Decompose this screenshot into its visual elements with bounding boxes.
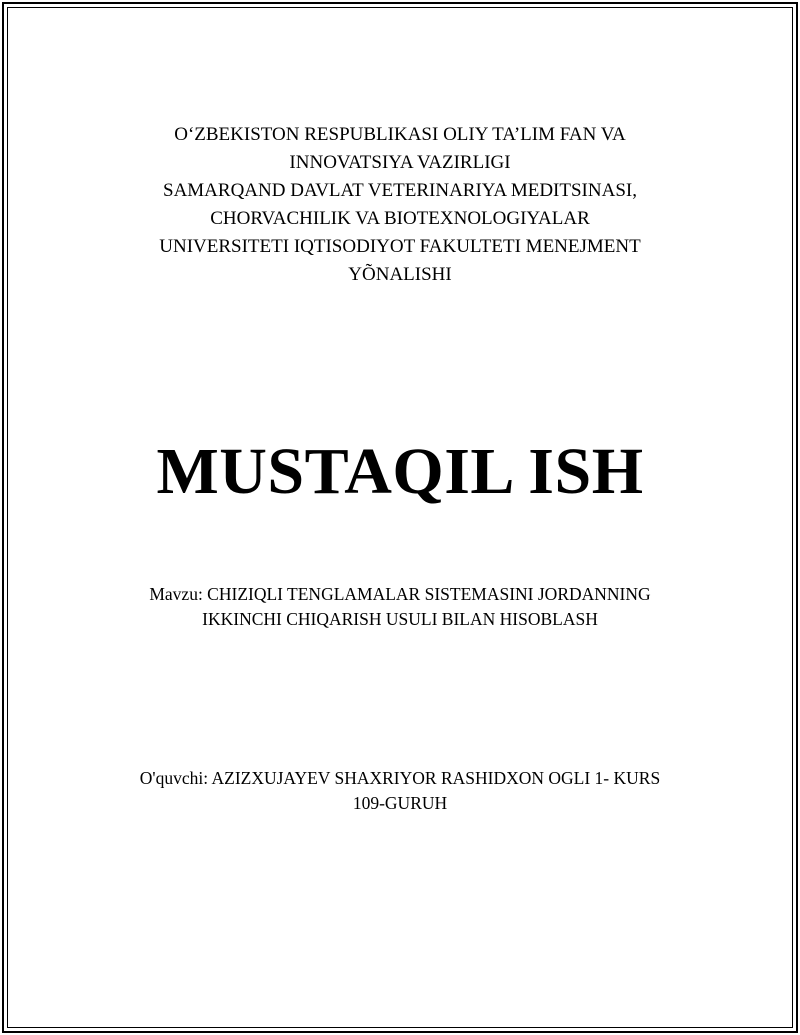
header-line-4: CHORVACHILIK VA BIOTEXNOLOGIYALAR (210, 208, 590, 229)
topic-line-2: IKKINCHI CHIQARISH USULI BILAN HISOBLASH (202, 609, 598, 629)
header-line-6: YÕNALISHI (348, 264, 452, 285)
student-section (0, 766, 800, 816)
document-title: MUSTAQIL ISH (156, 435, 644, 508)
student-line-1: O'quvchi: AZIZXUJAYEV SHAXRIYOR RASHIDXON OGLI 1- KURS (139, 768, 661, 788)
topic-line-1: Mavzu: CHIZIQLI TENGLAMALAR SISTEMASINI JORDANNING (149, 584, 651, 604)
student-line-2: 109-GURUH (352, 793, 448, 813)
institution-header (0, 121, 800, 289)
header-line-3: SAMARQAND DAVLAT VETERINARIYA MEDITSINASI, (163, 180, 637, 201)
header-line-2: INNOVATSIYA VAZIRLIGI (289, 152, 511, 173)
header-line-1: O‘ZBEKISTON RESPUBLIKASI OLIY TA’LIM FAN VA (174, 124, 626, 145)
header-line-5: UNIVERSITETI IQTISODIYOT FAKULTETI MENEJMENT (159, 236, 641, 257)
topic-section (0, 582, 800, 632)
